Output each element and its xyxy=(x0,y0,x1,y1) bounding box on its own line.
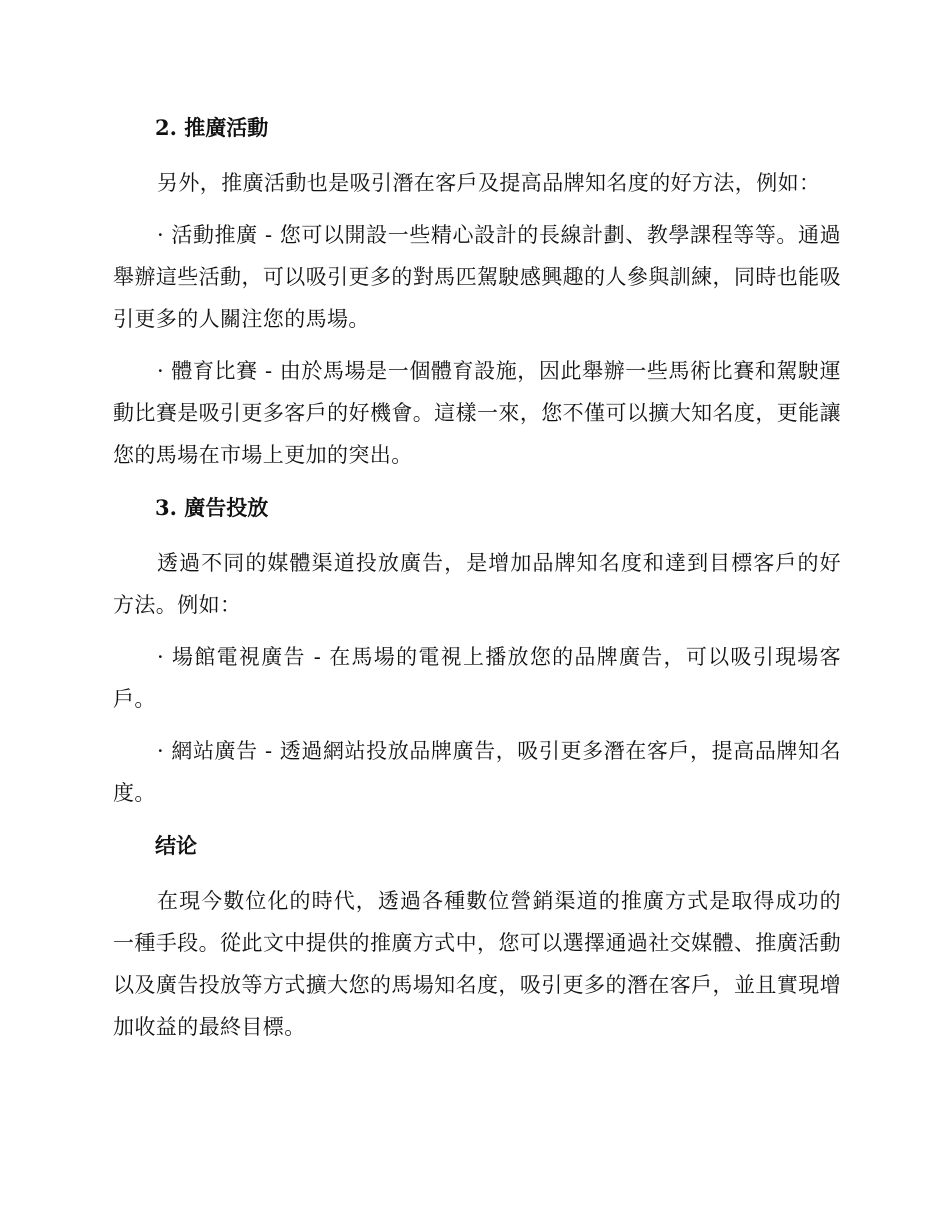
paragraph-conclusion: 在現今數位化的時代，透過各種數位營銷渠道的推廣方式是取得成功的一種手段。從此文中提供的推廣方式中，您可以選擇通過社交媒體、推廣活動以及廣告投放等方式擴大您的馬場知名度，吸引更多的潛在客戶，並且實現增加收益的最終目標。 xyxy=(113,889,841,1039)
heading-conclusion: 结论 xyxy=(155,833,197,858)
bullet-sports-competition: · 體育比賽 - 由於馬場是一個體育設施，因此舉辦一些馬術比賽和駕駛運動比賽是吸引更多客戶的好機會。這樣一來，您不僅可以擴大知名度，更能讓您的馬場在市場上更加的突出。 xyxy=(113,359,841,467)
bullet-website-ads: · 網站廣告 - 透過網站投放品牌廣告，吸引更多潛在客戶，提高品牌知名度。 xyxy=(113,739,841,805)
bullet-venue-tv-ads: · 場館電視廣告 - 在馬場的電視上播放您的品牌廣告，可以吸引現場客戶。 xyxy=(113,645,841,711)
bullet-event-promotion: · 活動推廣 - 您可以開設一些精心設計的長線計劃、教學課程等等。通過舉辦這些活動，可以吸引更多的對馬匹駕駛感興趣的人參與訓練，同時也能吸引更多的人關注您的馬場。 xyxy=(113,223,841,331)
paragraph-advertising-intro: 透過不同的媒體渠道投放廣告，是增加品牌知名度和達到目標客戶的好方法。例如： xyxy=(113,551,841,617)
heading-advertising: 3. 廣告投放 xyxy=(155,495,269,520)
document-page xyxy=(113,106,841,1048)
paragraph-promotion-intro: 另外，推廣活動也是吸引潛在客戶及提高品牌知名度的好方法，例如： xyxy=(157,171,821,195)
heading-promotion: 2. 推廣活動 xyxy=(155,115,269,140)
